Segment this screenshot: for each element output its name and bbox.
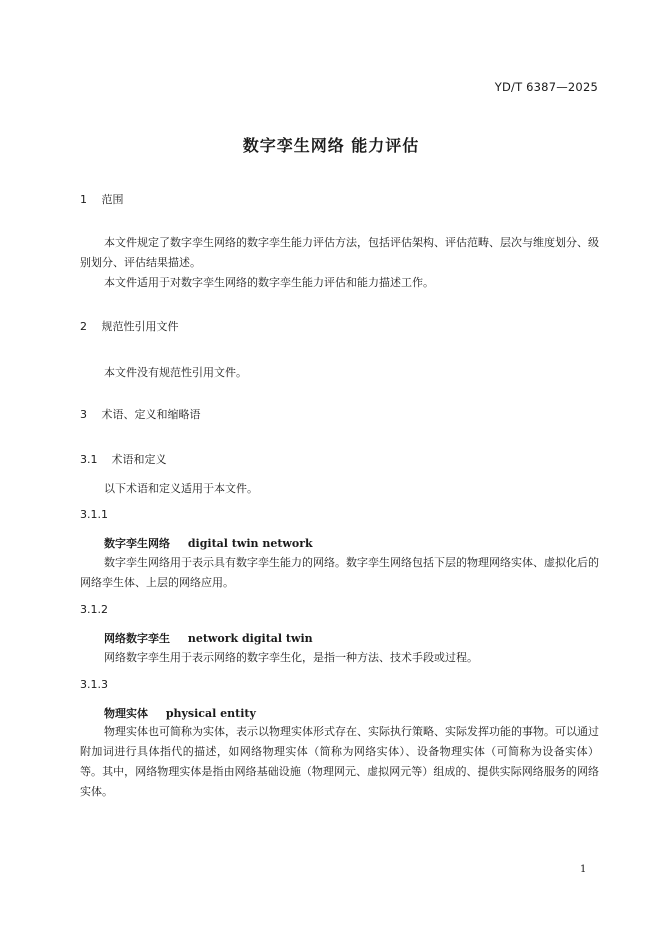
section-number: 2 <box>80 320 87 333</box>
section-number: 1 <box>80 193 87 206</box>
term-title <box>104 705 256 721</box>
standard-code: YD/T 6387—2025 <box>494 80 598 94</box>
document-title: 数字孪生网络 能力评估 <box>242 136 420 155</box>
term-definition: 网络数字孪生用于表示网络的数字孪生化，是指一种方法、技术手段或过程。 <box>104 651 478 664</box>
section-heading-normative-references <box>80 318 179 334</box>
page-number: 1 <box>580 864 587 875</box>
scope-paragraph-1: 本文件规定了数字孪生网络的数字孪生能力评估方法，包括评估架构、评估范畴、层次与维度划分、级别划分、评估结果描述。 <box>80 236 599 269</box>
section-title: 范围 <box>101 193 124 206</box>
term-title <box>104 630 313 646</box>
normative-references-paragraph: 本文件没有规范性引用文件。 <box>104 366 247 379</box>
term-zh: 网络数字孪生 <box>104 632 170 645</box>
subsection-title: 术语和定义 <box>111 453 167 466</box>
section-title: 规范性引用文件 <box>101 320 179 333</box>
term-number: 3.1.1 <box>80 508 108 521</box>
term-number: 3.1.2 <box>80 603 108 616</box>
section-number: 3 <box>80 408 87 421</box>
section-heading-scope <box>80 191 124 207</box>
term-zh: 数字孪生网络 <box>104 537 170 550</box>
term-definition: 数字孪生网络用于表示具有数字孪生能力的网络。数字孪生网络包括下层的物理网络实体、虚拟化后的网络孪生体、上层的网络应用。 <box>80 556 599 589</box>
section-heading-terms <box>80 406 201 422</box>
subsection-number: 3.1 <box>80 453 98 466</box>
term-definition: 物理实体也可简称为实体，表示以物理实体形式存在、实际执行策略、实际发挥功能的事物。可以通过附加词进行具体指代的描述，如网络物理实体（简称为网络实体）、设备物理实体（可简称为设备实体）等。其中，网络物理实体是指由网络基础设施（物理网元、虚拟网元等）组成的、提供实际网络服务的网络实体。 <box>80 725 599 798</box>
section-title: 术语、定义和缩略语 <box>101 408 201 421</box>
term-number: 3.1.3 <box>80 678 108 691</box>
term-en: digital twin network <box>187 537 313 550</box>
terms-intro-paragraph: 以下术语和定义适用于本文件。 <box>104 482 258 495</box>
term-title <box>104 535 313 551</box>
scope-paragraph-2: 本文件适用于对数字孪生网络的数字孪生能力评估和能力描述工作。 <box>104 276 434 289</box>
term-en: physical entity <box>165 707 256 720</box>
term-en: network digital twin <box>187 632 313 645</box>
term-zh: 物理实体 <box>104 707 148 720</box>
subsection-heading-terms-definitions <box>80 451 167 467</box>
